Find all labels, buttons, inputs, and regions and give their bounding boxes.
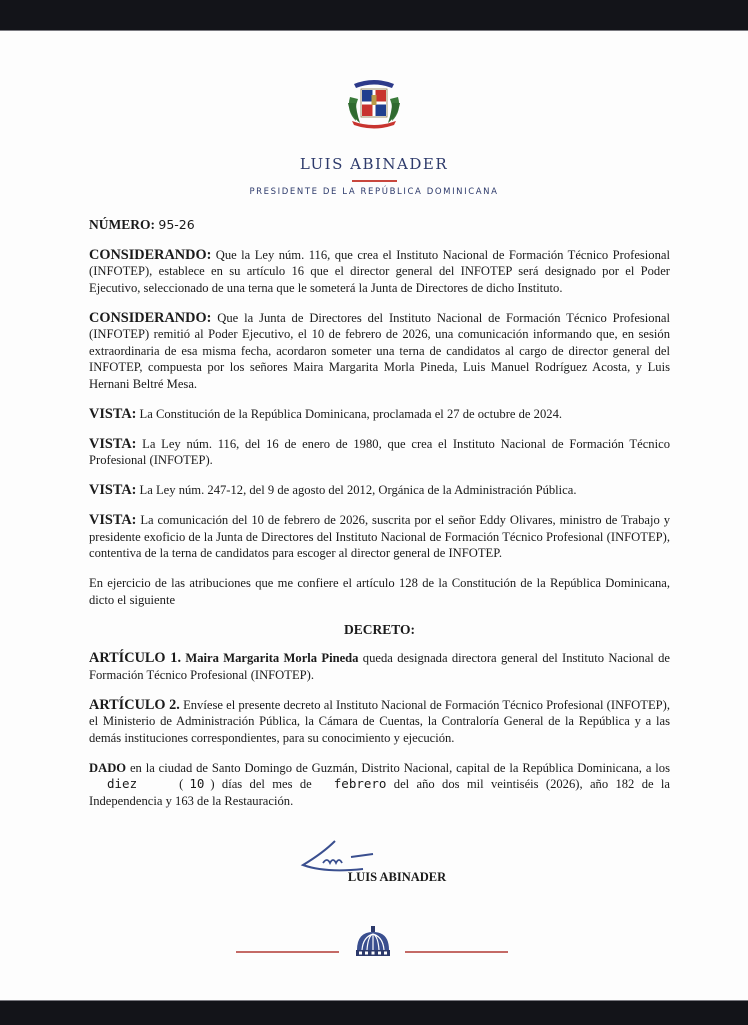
paragraph-lead: VISTA: bbox=[89, 435, 137, 452]
considerando-paragraph bbox=[89, 247, 670, 297]
paragraph-text: Que la Ley núm. 116, que crea el Instituto Nacional de Formación Técnico Profesional (INFOTEP), establece en su artículo 16 que el director general del INFOTEP será designado por el Poder Ejecutivo, seleccionado de una terna que le someterá la Junta de Directores de dicho Instituto. bbox=[89, 247, 670, 295]
footer-divider-right bbox=[405, 951, 508, 953]
decree-page bbox=[0, 31, 748, 1000]
signer-name: LUIS ABINADER bbox=[347, 870, 447, 884]
decree-number-value: 95-26 bbox=[158, 217, 195, 232]
dado-paragraph bbox=[89, 760, 670, 810]
paragraph-lead: CONSIDERANDO: bbox=[89, 309, 212, 326]
national-palace-dome-icon bbox=[351, 924, 395, 958]
article-text: queda designada directora general del Instituto Nacional de Formación Técnico Profesional (INFOTEP). bbox=[89, 651, 670, 682]
bottom-frame-bar bbox=[0, 1000, 748, 1025]
vista-paragraph bbox=[89, 482, 670, 499]
article-text: Envíese el presente decreto al Instituto Nacional de Formación Técnico Profesional (INFOTEP), el Ministerio de Administración Pública, la Cámara de Cuentas, la Contraloría General de la República y a las demás instituciones correspondientes, para su conocimiento y ejecución. bbox=[89, 697, 670, 745]
appointee-name: Maira Margarita Morla Pineda bbox=[181, 651, 359, 665]
issuer-name: LUIS ABINADER bbox=[299, 155, 449, 173]
article-lead: ARTÍCULO 1. bbox=[89, 650, 182, 666]
paragraph-text: La Ley núm. 247-12, del 9 de agosto del 2012, Orgánica de la Administración Pública. bbox=[136, 483, 577, 497]
paragraph-text: La Constitución de la República Dominicana, proclamada el 27 de octubre de 2024. bbox=[136, 406, 563, 421]
vista-paragraph bbox=[89, 512, 670, 562]
dado-text: ) días del mes de bbox=[210, 777, 312, 791]
decree-number-label: NÚMERO: bbox=[89, 217, 155, 232]
decree-number bbox=[89, 217, 670, 234]
article-2 bbox=[89, 697, 670, 747]
decreto-heading: DECRETO: bbox=[343, 621, 415, 637]
article-1 bbox=[89, 650, 670, 683]
vista-paragraph bbox=[89, 406, 670, 423]
paragraph-lead: CONSIDERANDO: bbox=[89, 246, 212, 263]
paragraph-lead: VISTA: bbox=[89, 405, 137, 422]
month-name: febrero bbox=[333, 776, 387, 791]
dominican-coat-of-arms-icon bbox=[344, 75, 404, 131]
decree-body bbox=[89, 217, 670, 823]
considerando-paragraph bbox=[89, 310, 670, 393]
top-frame-bar bbox=[0, 0, 748, 31]
dado-text: en la ciudad de Santo Domingo de Guzmán, Distrito Nacional, capital de la República Dominicana, a los bbox=[126, 760, 670, 775]
paragraph-text: Que la Junta de Directores del Instituto Nacional de Formación Técnico Profesional (INFOTEP) remitió al Poder Ejecutivo, el 10 de febrero de 2026, una comunicación informando que, en sesión extraordinaria de esa misma fecha, acordaron someter una terna de candidatos al cargo de director general del INFOTEP, compuesta por los señores Maira Margarita Morla Pineda, Luis Manuel Rodríguez Acosta, y Luis Hernani Beltré Mesa. bbox=[89, 310, 670, 391]
paragraph-text: La comunicación del 10 de febrero de 2026, suscrita por el señor Eddy Olivares, ministro de Trabajo y presidente exoficio de la Junta de Directores del Instituto Nacional de Formación Técnico Profesional (INFOTEP), contentiva de la terna de candidatos para escoger al director general de INFOTEP. bbox=[89, 513, 670, 560]
dado-paren: ( bbox=[179, 777, 184, 791]
paragraph-lead: VISTA: bbox=[89, 512, 137, 528]
dado-lead: DADO bbox=[89, 760, 127, 775]
preamble-paragraph: En ejercicio de las atribuciones que me confiere el artículo 128 de la Constitución de la República Dominicana, dicto el siguiente bbox=[89, 576, 670, 607]
issuer-title: PRESIDENTE DE LA REPÚBLICA DOMINICANA bbox=[249, 187, 499, 197]
dado-text: del año dos mil veintiséis (2026), año 182 de la Independencia y 163 de la Restauración. bbox=[89, 777, 671, 808]
paragraph-text: La Ley núm. 116, del 16 de enero de 1980, que crea el Instituto Nacional de Formación Técnico Profesional (INFOTEP). bbox=[89, 436, 670, 467]
vista-paragraph bbox=[89, 436, 670, 469]
paragraph-lead: VISTA: bbox=[89, 482, 137, 498]
article-lead: ARTÍCULO 2. bbox=[89, 696, 180, 713]
header-divider bbox=[352, 180, 397, 182]
footer-divider-left bbox=[236, 951, 339, 953]
day-number: 10 bbox=[189, 776, 205, 791]
day-words: diez bbox=[107, 776, 138, 791]
